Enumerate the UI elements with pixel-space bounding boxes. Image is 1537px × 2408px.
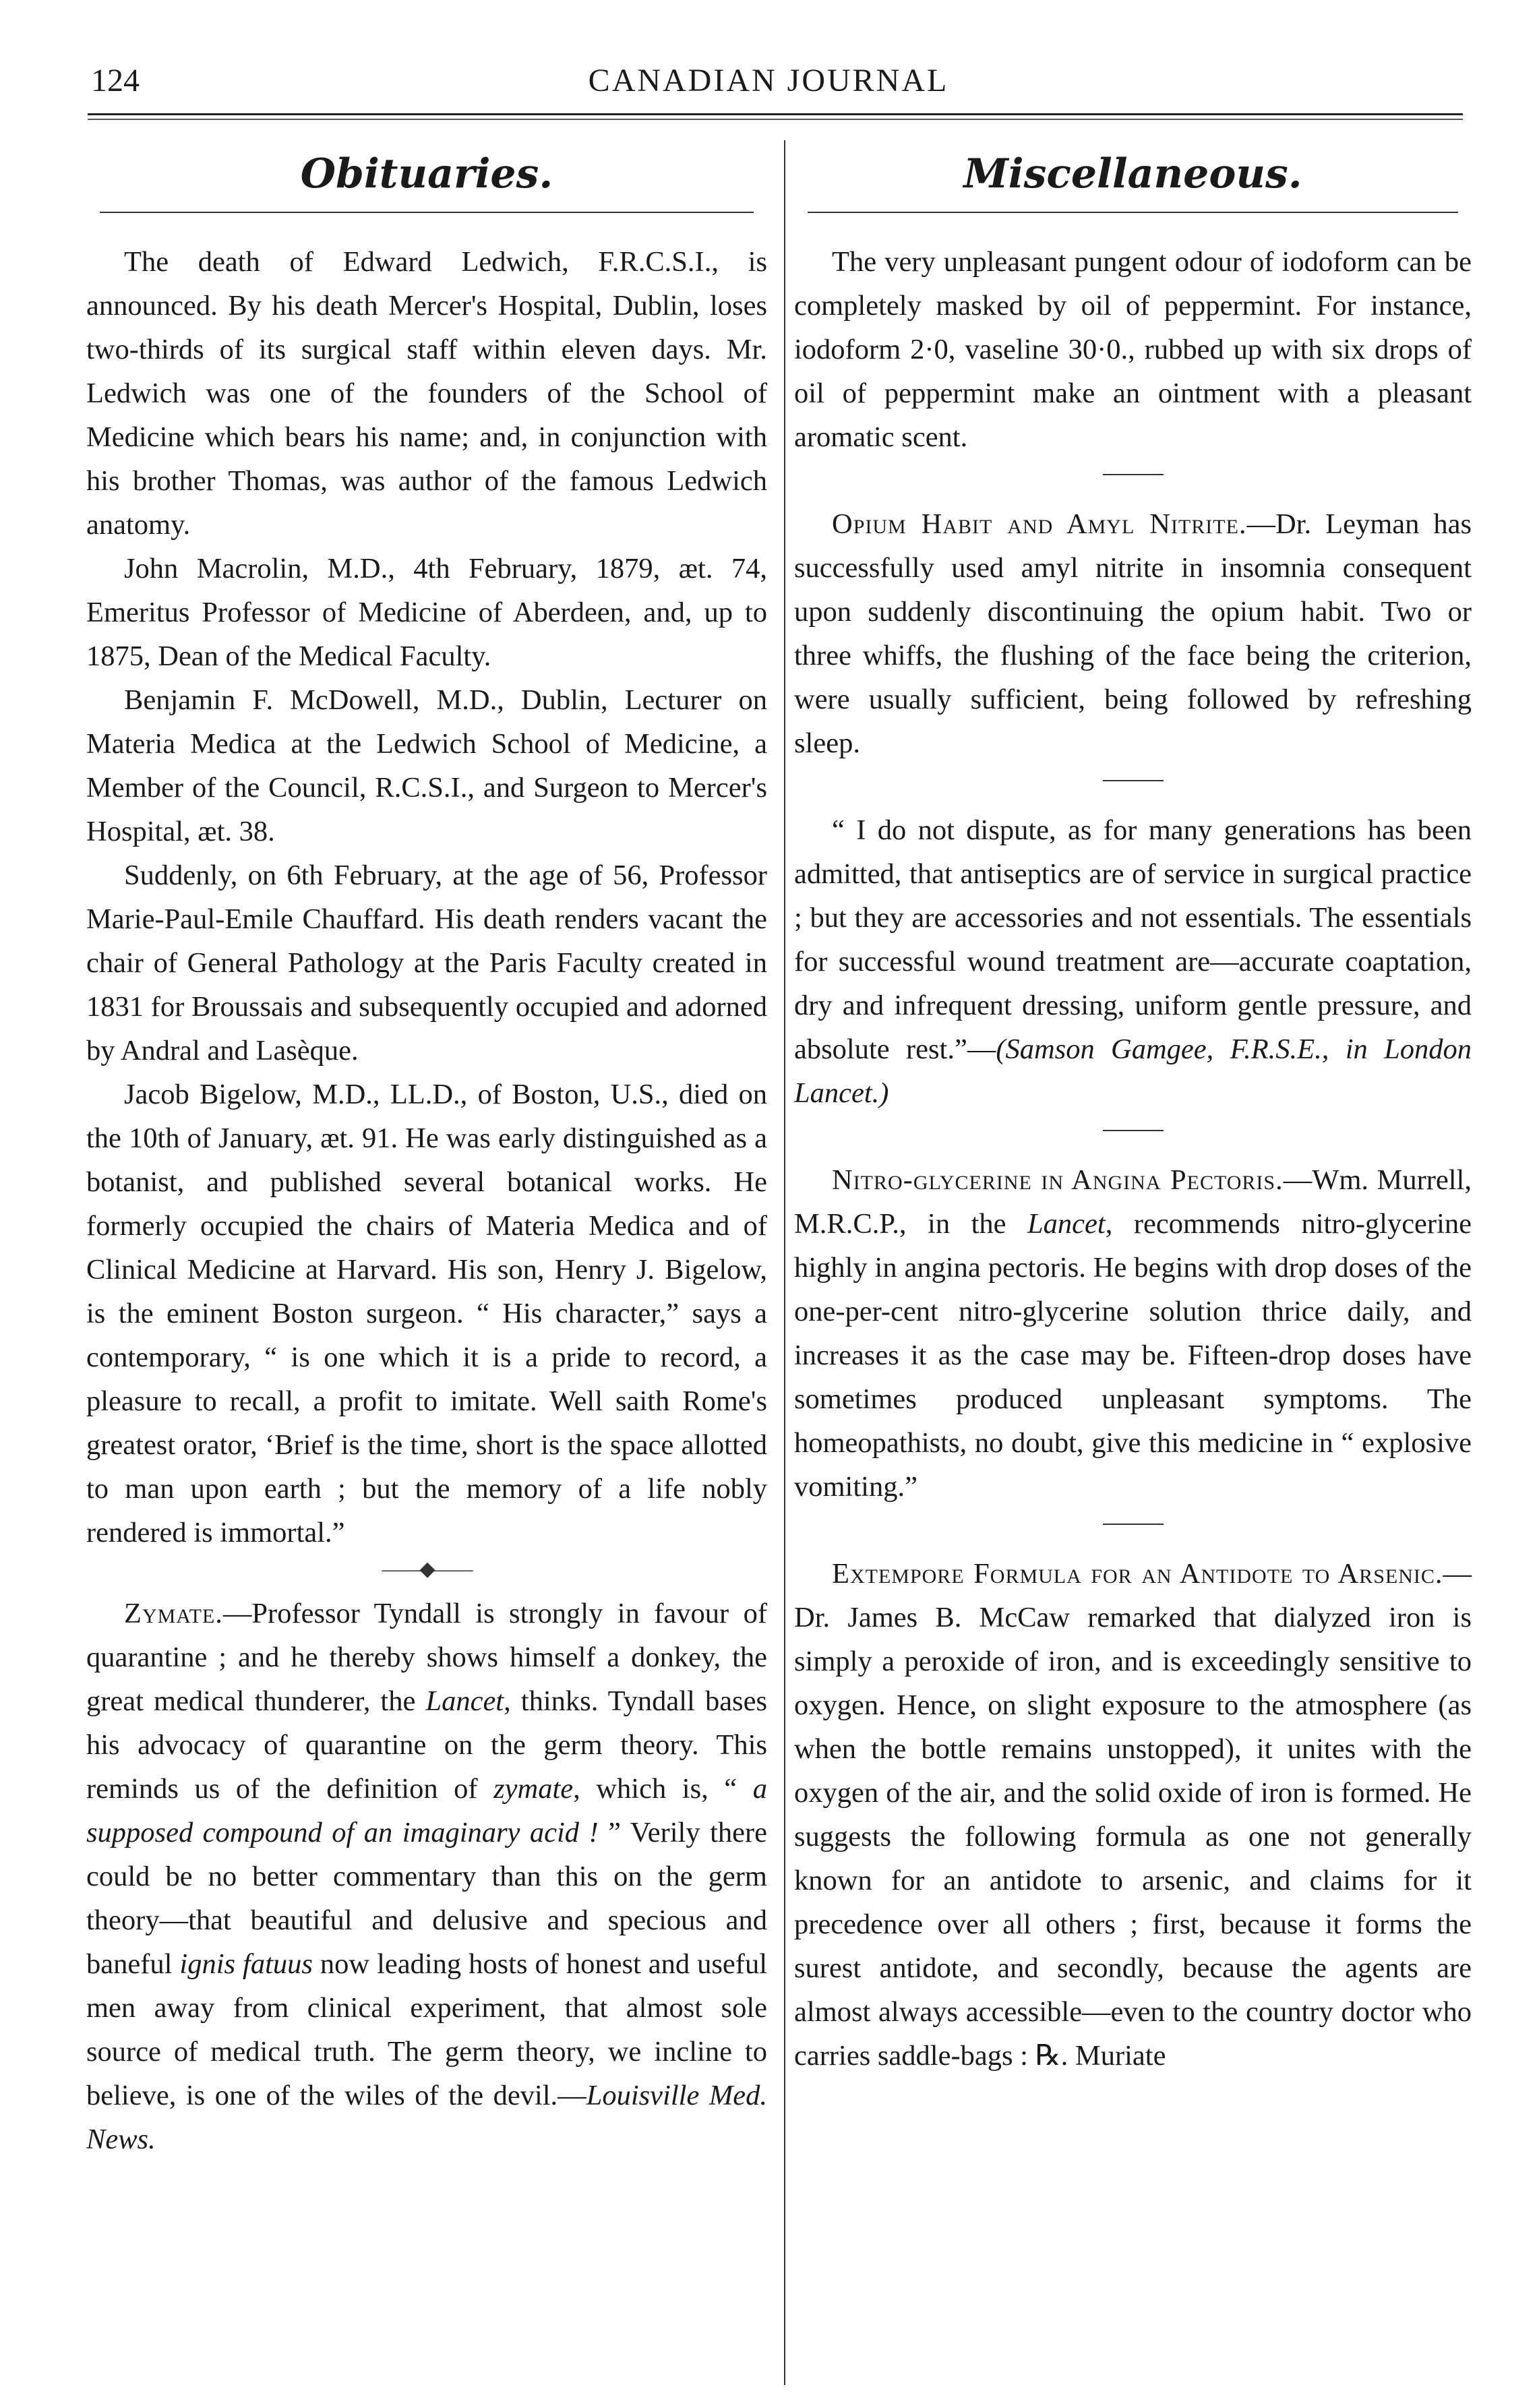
zymate-paragraph: Zymate.—Professor Tyndall is strongly in favour of quarantine ; and he thereby shows himself a donkey, the great medical thunderer, the Lancet, thinks. Tyndall bases his advocacy of quarantine on the germ theory. This reminds us of the definition of zymate, which is, “ a supposed compound of an imaginary acid ! ” Verily there could be no better commentary than this on the germ theory—that beautiful and delusive and specious and baneful ignis fatuus now leading hosts of honest and useful men away from clinical experiment, that almost sole source of medical truth. The germ theory, we incline to believe, is one of the wiles of the devil.—Louisville Med. News.	[86, 1598, 768, 2155]
zymate-heading: Zymate.	[124, 1598, 223, 1629]
antiseptics-paragraph: “ I do not dispute, as for many generations has been admitted, that antiseptics are of service in surgical practice ; but they are accessories and not essentials. The essentials for successful wound treatment are—accurate coaptation, dry and infrequent dressing, uniform gentle pressure, and absolute rest.”—(Samson Gamgee, F.R.S.E., in London Lancet.)	[794, 814, 1472, 1109]
left-column	[86, 140, 767, 2161]
obituary-bigelow: Jacob Bigelow, M.D., LL.D., of Boston, U.S., died on the 10th of January, æt. 91. He was early distinguished as a botanist, and published several botanical works. He formerly occupied the chairs of Materia Medica and of Clinical Medicine at Harvard. His son, Henry J. Bigelow, is the eminent Boston surgeon. “ His character,” says a contemporary, “ is one which it is a pride to record, a pleasure to recall, a profit to imitate. Well saith Rome's greatest orator, ‘Brief is the time, short is the space allotted to man upon earth ; but the memory of a life nobly rendered is immortal.”	[86, 1079, 767, 1548]
iodoform-paragraph: The very unpleasant pungent odour of iodoform can be completely masked by oil of peppermint. For instance, iodoform 2·0, vaseline 30·0., rubbed up with six drops of oil of peppermint make an ointment with a pleasant aromatic scent.	[794, 246, 1472, 453]
section-divider	[1103, 1524, 1164, 1525]
title-rule	[100, 212, 754, 213]
column-divider	[784, 140, 785, 2385]
title-rule	[808, 212, 1458, 213]
opium-paragraph: Opium Habit and Amyl Nitrite.—Dr. Leyman has successfully used amyl nitrite in insomnia consequent upon suddenly discontinuing the opium habit. Two or three whiffs, the flushing of the face being the criterion, were usually sufficient, being followed by refreshing sleep.	[794, 508, 1472, 759]
header-rule	[88, 113, 1463, 115]
zymate-source: Louisville Med. News.	[86, 2080, 767, 2155]
flourish-divider: ——◆——	[382, 1558, 472, 1580]
opium-heading: Opium Habit and Amyl Nitrite.	[832, 508, 1247, 540]
section-divider	[1103, 474, 1164, 475]
obituary-mcdowell: Benjamin F. McDowell, M.D., Dublin, Lecturer on Materia Medica at the Ledwich School of Medicine, a Member of the Council, R.C.S.I., and Surgeon to Mercer's Hospital, æt. 38.	[86, 684, 767, 847]
antiseptics-source: (Samson Gamgee, F.R.S.E., in London Lancet.)	[794, 1033, 1472, 1109]
header-rule-thin	[88, 119, 1463, 120]
arsenic-heading: Extempore Formula for an Antidote to Arsenic.	[832, 1558, 1443, 1590]
nitroglycerine-paragraph: Nitro-glycerine in Angina Pectoris.—Wm. Murrell, M.R.C.P., in the Lancet, recommends nitro-glycerine highly in angina pectoris. He begins with drop doses of the one-per-cent nitro-glycerine solution thrice daily, and increases it as the case may be. Fifteen-drop doses have sometimes produced unpleasant symptoms. The homeopathists, no doubt, give this medicine in “ explosive vomiting.”	[794, 1164, 1472, 1503]
right-column	[794, 140, 1472, 2078]
miscellaneous-title: Miscellaneous.	[963, 150, 1302, 198]
obituaries-title: Obituaries.	[300, 150, 553, 198]
section-divider	[1103, 1130, 1164, 1131]
nitroglycerine-heading: Nitro-glycerine in Angina Pectoris.	[832, 1164, 1284, 1196]
obituary-ledwich: The death of Edward Ledwich, F.R.C.S.I., is announced. By his death Mercer's Hospital, Dublin, loses two-thirds of its surgical staff within eleven days. Mr. Ledwich was one of the founders of the School of Medicine which bears his name; and, in conjunction with his brother Thomas, was author of the famous Ledwich anatomy.	[86, 246, 767, 541]
running-head: CANADIAN JOURNAL	[588, 63, 949, 98]
obituary-macrolin: John Macrolin, M.D., 4th February, 1879, æt. 74, Emeritus Professor of Medicine of Aberdeen, and, up to 1875, Dean of the Medical Faculty.	[86, 553, 767, 672]
arsenic-paragraph: Extempore Formula for an Antidote to Arsenic.—Dr. James B. McCaw remarked that dialyzed iron is simply a peroxide of iron, and is exceedingly sensitive to oxygen. Hence, on slight exposure to the atmosphere (as when the bottle remains unstopped), it unites with the oxygen of the air, and the solid oxide of iron is formed. He suggests the following formula as one not generally known for an antidote to arsenic, and claims for it precedence over all others ; first, because it forms the surest antidote, and secondly, because the agents are almost always accessible—even to the country doctor who carries saddle-bags : ℞. Muriate	[794, 1558, 1472, 2072]
obituary-chauffard: Suddenly, on 6th February, at the age of 56, Professor Marie-Paul-Emile Chauffard. His death renders vacant the chair of General Pathology at the Paris Faculty created in 1831 for Broussais and subsequently occupied and adorned by Andral and Lasèque.	[86, 860, 767, 1066]
section-divider	[1103, 780, 1164, 781]
page-number: 124	[91, 63, 140, 98]
